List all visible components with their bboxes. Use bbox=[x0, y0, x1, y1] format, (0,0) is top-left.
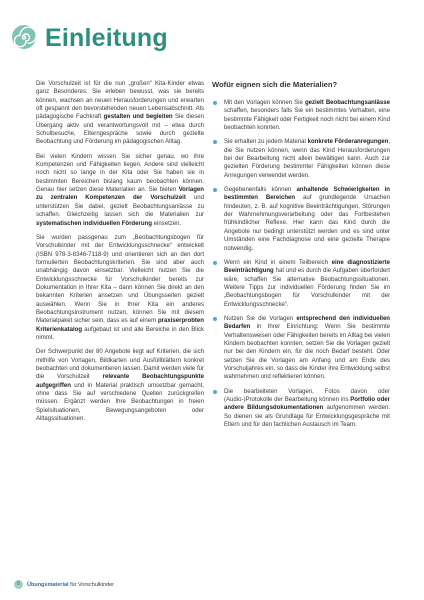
footer-series-bold: Übungsmaterial bbox=[27, 582, 69, 588]
bullet-icon bbox=[213, 101, 217, 105]
left-column bbox=[36, 80, 204, 429]
list-item: Gegebenenfalls können anhaltende Schwierigkeiten in bestimmten Bereichen auf grundlegende Ursachen hindeuten, z. B. auf kognitive Beeinträchtigungen, Störungen der Wahrnehmungsverarbeitung oder das Fortbestehen frühkindlicher Reflexe. Hier kann das Kind durch die Angebote nur bedingt unterstützt werden und es sind unter Umständen eine Fachdiagnose und eine gezielte Therapie notwendig. bbox=[212, 186, 390, 253]
page-title: Einleitung bbox=[45, 24, 168, 52]
bullet-icon bbox=[213, 390, 217, 394]
intro-paragraph-3: Sie wurden passgenau zum „Beobachtungsbogen für Vorschulkinder mit der Entwicklungsschnecke“ entwickelt (ISBN 978-3-8346-7118-9) und orientieren sich an den dort formulierten Beobachtungskriterien. Sie sind aber auch unabhängig davon einsetzbar. Vielleicht nutzen Sie die Entwicklungsschnecke für Vorschulkinder bereits zur Dokumentation in Ihrer Kita – dann können Sie direkt an den bekannten Kriterien ansetzen und Übungsseiten gezielt auswählen. Wenn Sie in Ihrer Kita ein anderes Beobachtungsinstrument nutzen, können Sie mit diesem Materialpaket sicher sein, dass es auf einem praxiserprobten Kriterienkatalog aufgebaut ist und alle Bereiche in den Blick nimmt. bbox=[36, 234, 204, 341]
bullet-icon bbox=[213, 317, 217, 321]
intro-paragraph-1: Die Vorschulzeit ist für die nun „großen“ Kita-Kinder etwas ganz Besonderes: Sie erleben bewusst, was sie bereits können, wachsen an neuen Herausforderungen und erwarten oft gespannt den bevorstehenden neuen Lebensabschnitt. Als pädagogische Fachkraft gestalten und begleiten Sie diesen Übergang aktiv und verantwortungsvoll mit – etwa durch Schulbesuche, Elterngespräche sowie durch gezielte Beobachtung und Förderung im pädagogischen Alltag. bbox=[36, 81, 204, 146]
list-item: Nutzen Sie die Vorlagen entsprechend den individuellen Bedarfen in Ihrer Einrichtung: Wenn Sie bestimmte Verhaltensweisen oder Fähigkeiten bereits im Alltag bei vielen Kindern beobachten konnten, setzen Sie die Vorlagen gezielt nur bei den Kindern ein, für die noch Bedarf besteht. Oder setzen Sie die Vorlagen am Anfang und am Ende des Vorschuljahres ein, so dass die Kinder ihre Entwicklung selbst wahrnehmen und reflektieren können. bbox=[212, 315, 390, 382]
section-heading: Wofür eignen sich die Materialien? bbox=[212, 80, 338, 89]
page-footer bbox=[14, 580, 114, 590]
list-item: Wenn ein Kind in einem Teilbereich eine diagnostizierte Beeinträchtigung hat und es durch die Aufgaben überfordert wäre, schaffen Sie alternative Beobachtungssituationen. Weitere Tipps zur individuellen Förderung finden Sie im „Beobachtungsbogen für Vorschulkinder mit der Entwicklungsschnecke“. bbox=[212, 259, 390, 309]
page-number: 6 bbox=[14, 580, 23, 589]
bullet-icon bbox=[213, 140, 217, 144]
bullet-icon bbox=[213, 261, 217, 265]
materials-list bbox=[212, 99, 390, 429]
list-item: Sie erhalten zu jedem Material konkrete Förderanregungen, die Sie nutzen können, wenn das Kind Herausforderungen bei der Bearbeitung nicht allein bewältigen kann. Auch zur gezielten Förderung bestimmter Fähigkeiten können diese Anregungen verwendet werden. bbox=[212, 138, 390, 180]
spiral-snail-icon bbox=[11, 24, 37, 50]
list-item: Mit den Vorlagen können Sie gezielt Beobachtungsanlässe schaffen, besonders falls Sie ein bestimmtes Verhalten, eine bestimmte Fähigkeit oder Fertigkeit noch nicht bei einem Kind beobachten konnten. bbox=[212, 99, 390, 132]
intro-paragraph-2: Bei vielen Kindern wissen Sie sicher genau, wo ihre Kompetenzen und Fähigkeiten liegen. Andere sind vielleicht noch nicht so lange in der Kita oder Sie haben sie in bestimmten Bereichen bislang kaum beobachten können. Genau hier setzen diese Materialien an. Sie bieten Vorlagen zu zentralen Kompetenzen der Vorschulzeit und unterstützen Sie dabei, gezielt Beobachtungsanlässe zu schaffen. Gleichzeitig lassen sich die Materialien zur systematischen individuellen Förderung einsetzen. bbox=[36, 153, 204, 227]
page-header bbox=[0, 0, 424, 62]
bullet-icon bbox=[213, 188, 217, 192]
list-item: Die bearbeiteten Vorlagen, Fotos davon oder (Audio-)Protokolle der Bearbeitung können ins Portfolio oder andere Bildungsdokumentationen aufgenommen werden. So dienen sie als Grundlage für Entwicklungsgespräche mit Eltern und für den fachlichen Austausch im Team. bbox=[212, 388, 390, 430]
footer-series-rest: für Vorschulkinder bbox=[68, 582, 115, 588]
intro-paragraph-4: Der Schwerpunkt der 80 Angebote liegt auf Kriterien, die sich mithilfe von Vorlagen, Bildkarten und Ausfüllblättern konkret beobachten und dokumentieren lassen. Damit werden viele für die Vorschulzeit relevante Beobachtungspunkte aufgegriffen und in Material praktisch umsetzbar gemacht, ohne dass Sie auf verschiedene Quellen zurückgreifen müssen. Ergänzt werden Ihre Beobachtungen in freien Spielsituationen, Bewegungsangeboten oder Alltagssituationen. bbox=[36, 349, 204, 423]
right-column bbox=[212, 80, 390, 435]
